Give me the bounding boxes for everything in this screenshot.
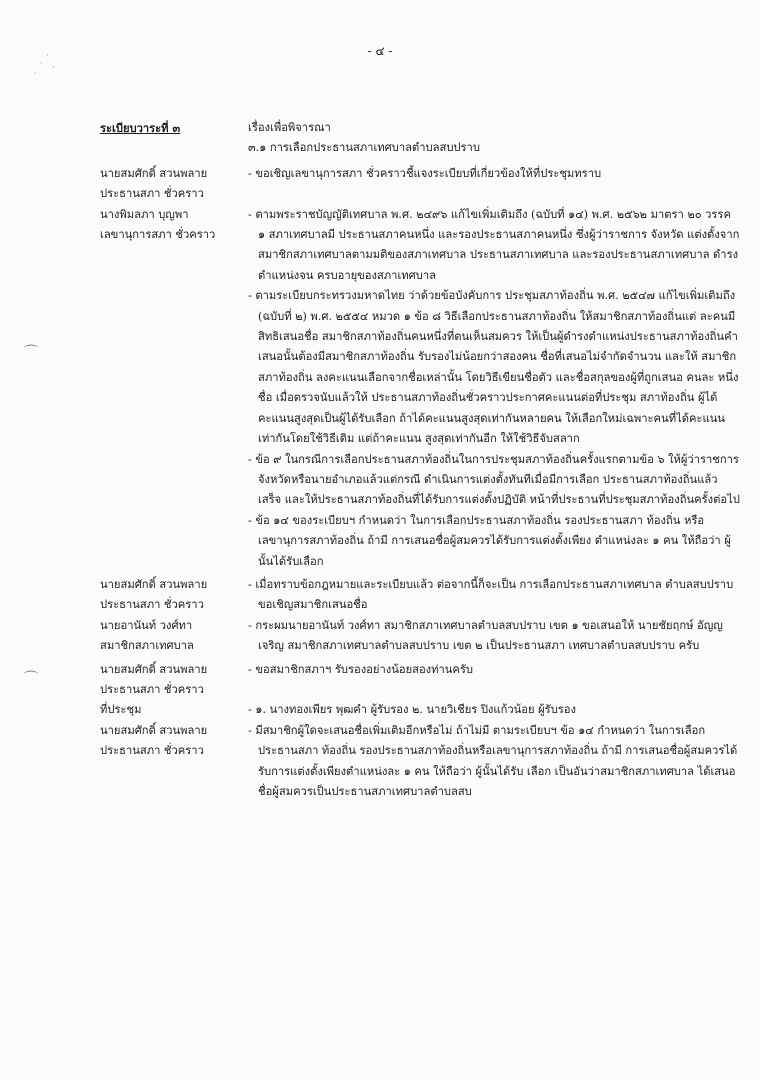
statement-paragraph: - ตามระเบียบกระทรวงมหาดไทย ว่าด้วยข้อบังคับการ ประชุมสภาท้องถิ่น พ.ศ. ๒๕๔๗ แก้ไขเพิ่มเติมถึง (ฉบับที่ ๒) พ.ศ. ๒๕๕๔ หมวด ๑ ข้อ ๘ วิธีเลือกประธานสภาท้องถิ่น ให้สมาชิกสภาท้องถิ่นแต่ ละคนมีสิทธิเสนอชื่อ สมาชิกสภาท้องถิ่นคนหนึ่งที่ตนเห็นสมควร ให้เป็นผู้ดำรงตำแหน่งประธานสภาท้องถิ่นคำเสนอนั้นต้องมีสมาชิกสภาท้องถิ่น รับรองไม่น้อยกว่าสองคน ชื่อที่เสนอไม่จำกัดจำนวน และให้ สมาชิกสภาท้องถิ่น ลงคะแนนเลือกจากชื่อเหล่านั้น โดยวิธีเขียนชื่อตัว และชื่อสกุลของผู้ที่ถูกเสนอ คนละ หนึ่งชื่อ เมื่อตรวจนับแล้วให้ ประธานสภาท้องถิ่นชั่วคราวประกาศคะแนนต่อที่ประชุม สภาท้องถิ่น ผู้ได้คะแนนสูงสุดเป็นผู้ได้รับเลือก ถ้าได้คะแนนสูงสุดเท่ากันหลายคน ให้เลือกใหม่เฉพาะคนที่ได้คะแนนเท่ากันโดยใช้วิธีเดิม แต่ถ้าคะแนน สูงสุดเท่ากันอีก ให้ใช้วิธีจับสลาก bbox=[248, 289, 739, 446]
speaker-name: นายสมศักดิ์ สวนพลาย bbox=[100, 662, 208, 676]
statement-block bbox=[248, 575, 740, 616]
margin-mark: ⌒ bbox=[24, 345, 38, 361]
speaker-role: เลขานุการสภา ชั่วคราว bbox=[100, 228, 216, 242]
statement-block bbox=[248, 616, 740, 657]
speaker-block bbox=[100, 700, 248, 720]
scan-speck: · bbox=[46, 51, 49, 61]
scan-speck: · bbox=[52, 63, 55, 73]
statement-paragraph: - ขอเชิญเลขานุการสภา ชั่วคราวชี้แจงระเบียบที่เกี่ยวข้องให้ที่ประชุมทราบ bbox=[248, 166, 602, 180]
page-number: - ๔ - bbox=[367, 44, 393, 58]
agenda-label-column bbox=[100, 118, 248, 159]
minutes-entry bbox=[100, 721, 740, 803]
speaker-block bbox=[100, 721, 248, 803]
speaker-name: นายสมศักดิ์ สวนพลาย bbox=[100, 166, 208, 180]
statement-paragraph: - มีสมาชิกผู้ใดจะเสนอชื่อเพิ่มเติมอีกหรือไม่ ถ้าไม่มี ตามระเบียบฯ ข้อ ๑๔ กำหนดว่า ในการเลือกประธานสภา ท้องถิ่น รองประธานสภาท้องถิ่นหรือเลขานุการสภาท้องถิ่น ถ้ามี การเสนอชื่อผู้สมควรได้รับการแต่งตั้งเพียงตำแหน่งละ ๑ คน ให้ถือว่า ผู้นั้นได้รับ เลือก เป็นอันว่าสมาชิกสภาเทศบาล ได้เสนอชื่อผู้สมควรเป็นประธานสภาเทศบาลตำบลสบ bbox=[248, 723, 738, 798]
document-body bbox=[100, 118, 740, 802]
speaker-block bbox=[100, 205, 248, 572]
speaker-name: ที่ประชุม bbox=[100, 703, 142, 717]
speaker-role: ประธานสภา ชั่วคราว bbox=[100, 744, 204, 758]
minutes-entry bbox=[100, 575, 740, 616]
speaker-block bbox=[100, 616, 248, 657]
statement-block bbox=[248, 205, 740, 572]
statement-block bbox=[248, 660, 740, 701]
speaker-name: นายสมศักดิ์ สวนพลาย bbox=[100, 723, 208, 737]
statement-block bbox=[248, 164, 740, 205]
agenda-row bbox=[100, 118, 740, 159]
statement-block bbox=[248, 721, 740, 803]
agenda-subtitle: ๓.๑ การเลือกประธานสภาเทศบาลตำบลสบปราบ bbox=[248, 141, 480, 155]
minutes-entry bbox=[100, 205, 740, 572]
statement-paragraph: - ขอสมาชิกสภาฯ รับรองอย่างน้อยสองท่านครับ bbox=[248, 662, 474, 676]
minutes-entry bbox=[100, 660, 740, 701]
speaker-block bbox=[100, 164, 248, 205]
statement-paragraph: - ข้อ ๙ ในกรณีการเลือกประธานสภาท้องถิ่นในการประชุมสภาท้องถิ่นครั้งแรกตามข้อ ๖ ให้ผู้ว่าราชการจังหวัดหรือนายอำเภอแล้วแต่กรณี ดำเนินการแต่งตั้งทันทีเมื่อมีการเลือก ประธานสภาท้องถิ่นแล้วเสร็จ และให้ประธานสภาท้องถิ่นที่ได้รับการแต่งตั้งปฏิบัติ หน้าที่ประธานที่ประชุมสภาท้องถิ่นครั้งต่อไป bbox=[248, 452, 740, 507]
speaker-role: ประธานสภา ชั่วคราว bbox=[100, 598, 204, 612]
speaker-role: ประธานสภา ชั่วคราว bbox=[100, 187, 204, 201]
speaker-block bbox=[100, 575, 248, 616]
agenda-label: ระเบียบวาระที่ ๓ bbox=[100, 121, 181, 135]
speaker-name: นายสมศักดิ์ สวนพลาย bbox=[100, 577, 208, 591]
minutes-entry bbox=[100, 616, 740, 657]
statement-paragraph: - กระผมนายอานันท์ วงศ์ทา สมาชิกสภาเทศบาลตำบลสบปราบ เขต ๑ ขอเสนอให้ นายชัยฤกษ์ อัญญเจริญ สมาชิกสภาเทศบาลตำบลสบปราบ เขต ๒ เป็นประธานสภา เทศบาลตำบลสบปราบ ครับ bbox=[248, 618, 723, 653]
scan-speck: · bbox=[40, 59, 43, 69]
margin-mark: ⌒ bbox=[24, 671, 38, 687]
statement-paragraph: - ตามพระราชบัญญัติเทศบาล พ.ศ. ๒๔๙๖ แก้ไขเพิ่มเติมถึง (ฉบับที่ ๑๔) พ.ศ. ๒๕๖๒ มาตรา ๒๐ วรรค ๑ สภาเทศบาลมี ประธานสภาคนหนึ่ง และรองประธานสภาคนหนึ่ง ซึ่งผู้ว่าราชการ จังหวัด แต่งตั้งจากสมาชิกสภาเทศบาลตามมติของสภาเทศบาล ประธานสภาเทศบาล และรองประธานสภาเทศบาล ดำรงตำแหน่งจน ครบอายุของสภาเทศบาล bbox=[248, 207, 740, 282]
statement-paragraph: - เมื่อทราบข้อกฎหมายและระเบียบแล้ว ต่อจากนี้ก็จะเป็น การเลือกประธานสภาเทศบาล ตำบลสบปราบ ขอเชิญสมาชิกเสนอชื่อ bbox=[248, 577, 734, 612]
minutes-entry bbox=[100, 164, 740, 205]
speaker-name: นายอานันท์ วงศ์ทา bbox=[100, 618, 193, 632]
statement-block bbox=[248, 700, 740, 720]
agenda-title: เรื่องเพื่อพิจารณา bbox=[248, 121, 331, 134]
speaker-role: ประธานสภา ชั่วคราว bbox=[100, 682, 204, 696]
statement-paragraph: - ๑. นางทองเพียร พุฒคำ ผู้รับรอง ๒. นายวิเชียร ปิงแก้วน้อย ผู้รับรอง bbox=[248, 703, 576, 717]
speaker-block bbox=[100, 660, 248, 701]
scan-speck: · bbox=[34, 69, 37, 79]
speaker-name: นางพิมลภา บุญพา bbox=[100, 207, 189, 221]
speaker-role: สมาชิกสภาเทศบาล bbox=[100, 639, 194, 653]
statement-paragraph: - ข้อ ๑๔ ของระเบียบฯ กำหนดว่า ในการเลือกประธานสภาท้องถิ่น รองประธานสภา ท้องถิ่น หรือเลขานุการสภาท้องถิ่น ถ้ามี การเสนอชื่อผู้สมควรได้รับการแต่งตั้งเพียง ตำแหน่งละ ๑ คน ให้ถือว่า ผู้นั้นได้รับเลือก bbox=[248, 513, 731, 568]
minutes-entry bbox=[100, 700, 740, 720]
agenda-content bbox=[248, 118, 740, 159]
